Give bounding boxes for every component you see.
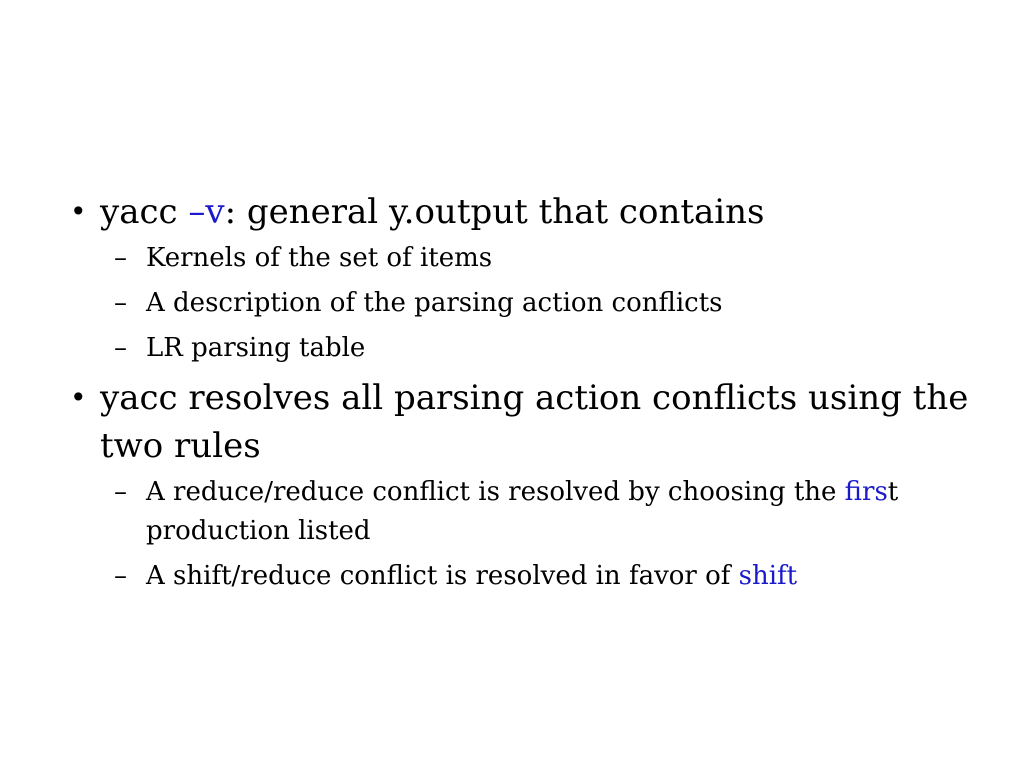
sub-bullet-text-post: t production listed: [146, 477, 899, 546]
highlight-flag: –v: [188, 192, 225, 232]
dash-icon: –: [114, 243, 127, 273]
dash-icon: –: [114, 288, 127, 318]
sub-bullet-text-pre: A reduce/reduce conflict is resolved by choosing the: [146, 477, 845, 507]
slide-content: [70, 188, 970, 602]
sub-bullet-lr-table: [70, 329, 970, 368]
sub-bullet-text: A description of the parsing action conflicts: [146, 288, 723, 318]
sub-bullet-text: Kernels of the set of items: [146, 243, 493, 273]
dash-icon: –: [114, 333, 127, 363]
bullet-text-pre: yacc: [100, 192, 189, 232]
sub-bullet-conflicts: [70, 284, 970, 323]
sub-bullet-text: LR parsing table: [146, 333, 366, 363]
highlight-first: firs: [844, 477, 888, 507]
bullet-yacc-v: [70, 188, 970, 236]
dash-icon: –: [114, 561, 127, 591]
bullet-icon: •: [70, 381, 87, 414]
bullet-text: yacc resolves all parsing action conflicts using the two rules: [100, 378, 969, 466]
bullet-yacc-resolves: [70, 374, 970, 470]
sub-bullet-text-pre: A shift/reduce conflict is resolved in favor of: [146, 561, 739, 591]
bullet-icon: •: [70, 195, 87, 228]
sub-bullet-reduce-reduce: [70, 473, 970, 551]
highlight-shift: shift: [738, 561, 798, 591]
sub-bullet-kernels: [70, 239, 970, 278]
sub-bullet-shift-reduce: [70, 557, 970, 596]
bullet-text-post: : general y.output that contains: [224, 192, 765, 232]
dash-icon: –: [114, 477, 127, 507]
